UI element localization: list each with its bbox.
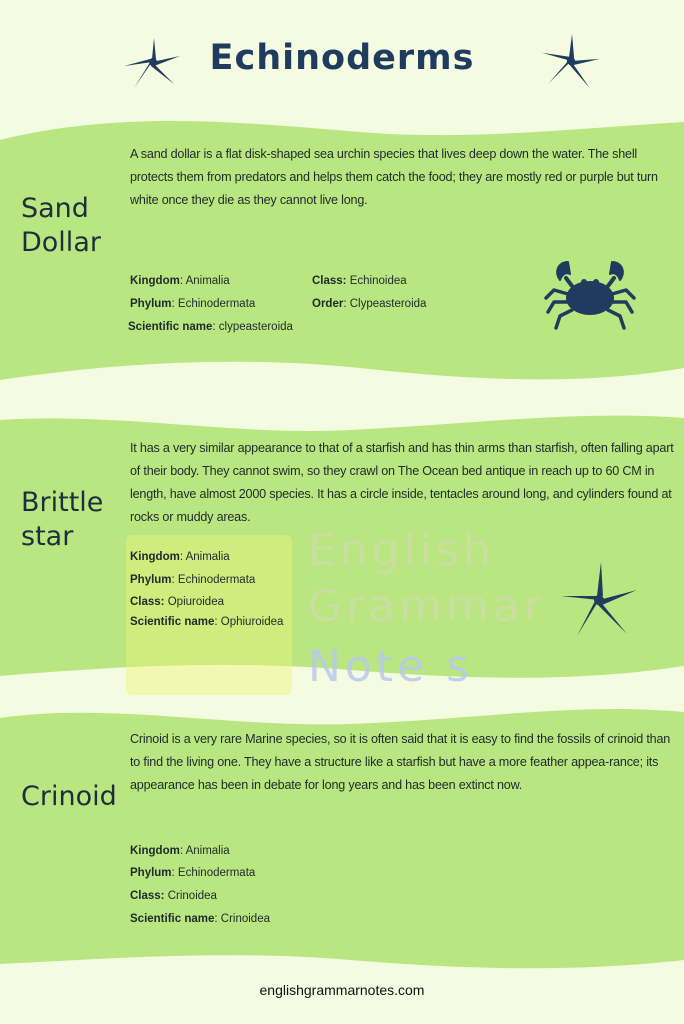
fact-class: Class: Echinoidea <box>312 275 407 287</box>
fact-class: Class: Crinoidea <box>130 890 217 902</box>
animal-name: Sand Dollar <box>21 193 101 258</box>
animal-description: Crinoid is a very rare Marine species, so it is often said that it is easy to find the fossils of crinoid than to find the living one. They have a structure like a starfish but have a more feather appea-rance; its appearance has been in debate for long years and has been extinct now. <box>130 732 671 792</box>
fact-order: Order: Clypeasteroida <box>312 298 427 310</box>
fact-scientific-name: Scientific name: Crinoidea <box>130 913 270 925</box>
watermark-line: English <box>308 525 495 576</box>
animal-name: Brittle star <box>21 487 104 552</box>
footer-website: englishgrammarnotes.com <box>259 982 425 998</box>
animal-description: A sand dollar is a flat disk-shaped sea urchin species that lives deep down the water. The shell protects them from predators and helps them catch the food; they are mostly red or purple but turn white once they die as they cannot live long. <box>130 147 658 207</box>
fact-scientific-name: Scientific name: Ophiuroidea <box>130 616 284 628</box>
animal-name: Crinoid <box>21 781 117 812</box>
fact-kingdom: Kingdom: Animalia <box>130 845 230 857</box>
fact-kingdom: Kingdom: Animalia <box>130 275 230 287</box>
watermark-line: Grammar <box>308 581 546 632</box>
fact-phylum: Phylum: Echinodermata <box>130 574 256 586</box>
fact-kingdom: Kingdom: Animalia <box>130 551 230 563</box>
watermark-line: Note s <box>308 641 474 692</box>
fact-phylum: Phylum: Echinodermata <box>130 867 256 879</box>
fact-class: Class: Opiuroidea <box>130 596 224 608</box>
fact-scientific-name: Scientific name: clypeasteroida <box>128 321 293 333</box>
crab-icon <box>542 256 638 340</box>
page-title: Echinoderms <box>209 38 475 78</box>
fact-phylum: Phylum: Echinodermata <box>130 298 256 310</box>
starfish-icon <box>558 560 640 640</box>
animal-description: It has a very similar appearance to that of a starfish and has thin arms than starfish, often falling apart of their body. They cannot swim, so they crawl on The Ocean bed antique in reach up to 60 CM in length, have almost 2000 species. It has a circle inside, tentacles around long, and cylinders found at rocks or muddy areas. <box>130 441 674 524</box>
starfish-icon <box>540 32 602 90</box>
